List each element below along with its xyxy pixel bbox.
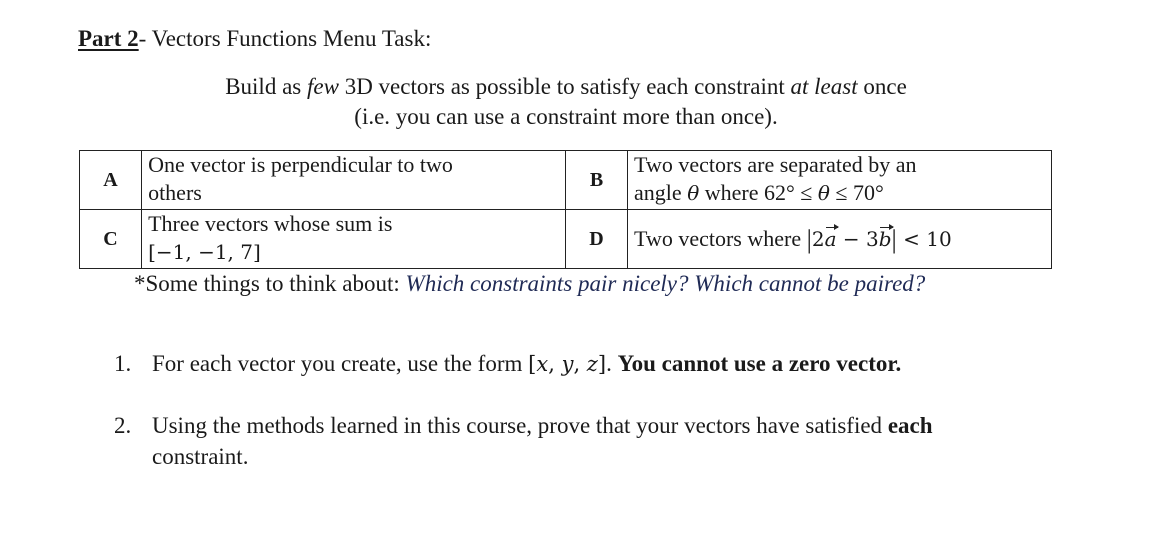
constraint-b-line1: Two vectors are separated by an [634, 152, 917, 177]
constraint-d-prefix: Two vectors where [634, 226, 807, 251]
instruction-2-text: Using the methods learned in this course, prove that your vectors have satisfied [152, 413, 888, 438]
constraint-b-suffix: ≤ 70° [829, 180, 884, 205]
constraint-b-prefix: angle [634, 180, 688, 205]
intro-emphasis-few: few [306, 74, 339, 99]
intro-line-1 [0, 74, 1132, 100]
instruction-2-end: constraint. [152, 444, 249, 469]
page-title [78, 26, 431, 52]
constraint-b-text [628, 151, 1052, 210]
constraint-letter-c: C [80, 210, 142, 269]
table-row [80, 210, 1052, 269]
coef-b: 3 [865, 227, 879, 251]
constraint-b-line2 [634, 179, 1045, 207]
constraint-letter-a: A [80, 151, 142, 210]
instruction-1-text: For each vector you create, use the form [152, 351, 529, 376]
vector-b: b [878, 227, 892, 251]
form-sep: , [573, 352, 587, 376]
instruction-1-period: . [606, 351, 618, 376]
intro-text: Build as [225, 74, 307, 99]
intro-text: once [857, 74, 907, 99]
theta-symbol: θ [687, 181, 700, 205]
vector-a: a [824, 227, 837, 251]
constraint-b-mid: where 62° ≤ [699, 180, 818, 205]
constraint-c-sum: [−1, −1, 7] [148, 240, 261, 264]
theta-symbol: θ [817, 181, 830, 205]
intro-line-2: (i.e. you can use a constraint more than once). [354, 104, 778, 129]
title-text: - Vectors Functions Menu Task: [138, 26, 432, 51]
form-bracket: [ [528, 352, 537, 376]
form-z: z [586, 352, 598, 376]
instruction-2-bold: each [887, 413, 933, 438]
constraint-d-text [628, 210, 1052, 269]
constraint-a-text [142, 151, 566, 210]
list-body [152, 410, 1032, 472]
constraint-a-line1: One vector is perpendicular to two [148, 152, 453, 177]
list-body [152, 348, 1032, 380]
constraint-a-line2: others [148, 180, 202, 205]
coef-a: 2 [811, 227, 825, 251]
abs-bar-left: | [806, 225, 812, 254]
form-sep: , [548, 352, 562, 376]
form-y: y [561, 352, 574, 376]
form-x: x [536, 352, 549, 376]
constraint-d-suffix: < 10 [896, 227, 952, 251]
vector-form [528, 352, 606, 376]
constraint-letter-d: D [565, 210, 627, 269]
minus-sign: − [836, 227, 866, 251]
abs-bar-right: | [891, 225, 897, 254]
form-bracket: ] [597, 352, 607, 376]
list-number: 1. [114, 351, 132, 376]
table-row [80, 151, 1052, 210]
note-prefix: *Some things to think about: [134, 271, 406, 296]
think-about-note [134, 271, 925, 297]
constraint-c-line1: Three vectors whose sum is [148, 211, 393, 236]
instruction-1-bold: You cannot use a zero vector. [617, 351, 902, 376]
note-question: Which constraints pair nicely? Which cannot be paired? [405, 271, 926, 296]
part-label: Part 2 [78, 26, 139, 51]
constraint-letter-b: B [565, 151, 627, 210]
constraint-c-text [142, 210, 566, 269]
constraints-table [79, 150, 1052, 269]
intro-emphasis-at-least: at least [790, 74, 858, 99]
intro-text: 3D vectors as possible to satisfy each constraint [338, 74, 791, 99]
list-number: 2. [114, 413, 132, 438]
